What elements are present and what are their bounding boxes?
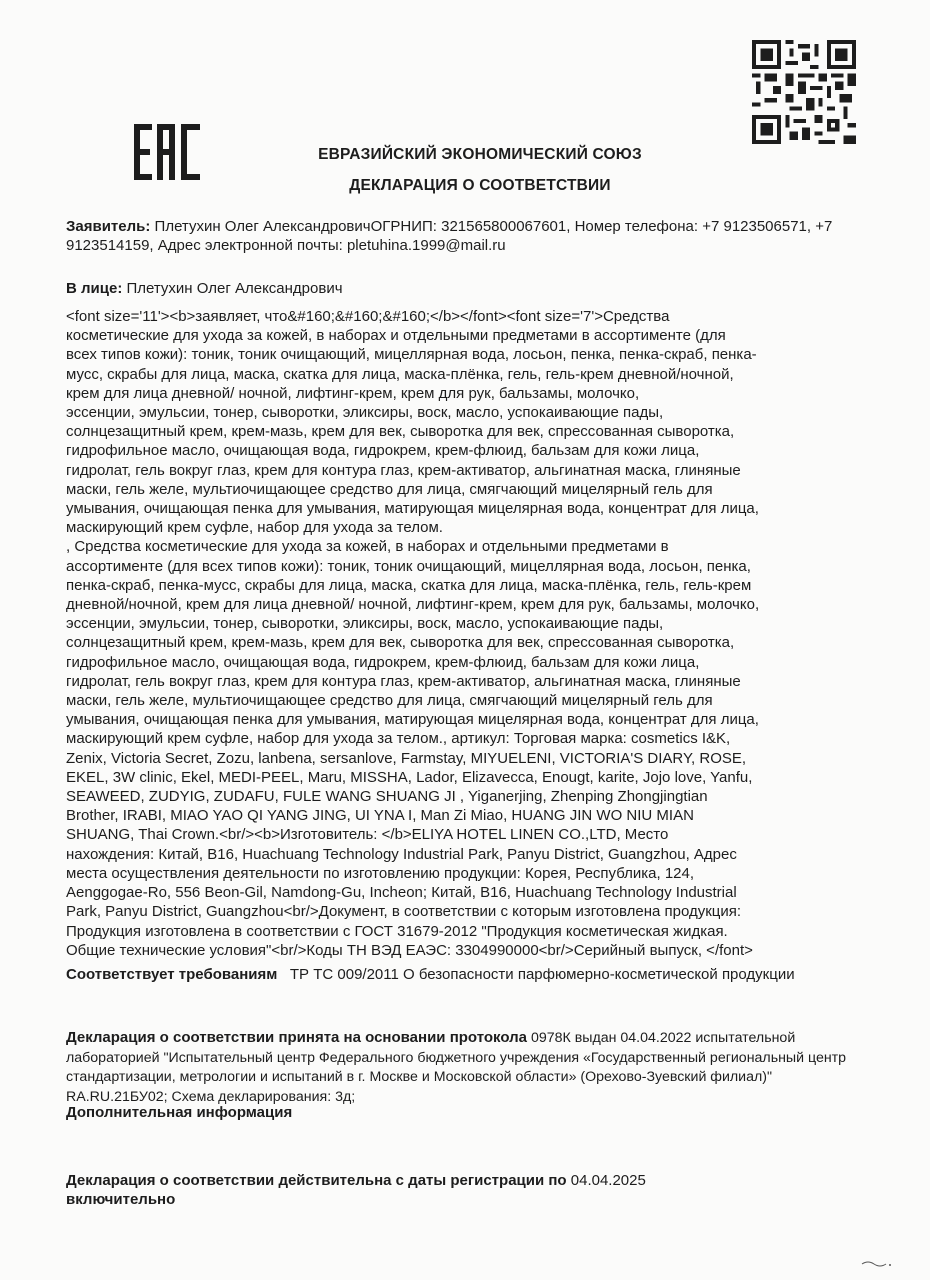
validity-date: 04.04.2025 xyxy=(570,1172,646,1189)
representative-block xyxy=(66,279,856,298)
applicant-text: Плетухин Олег АлександровичОГРНИП: 321565800067601, Номер телефона: +7 9123506571, +7 9123514159, Адрес электронной почты: pletuhina.1999@mail.ru xyxy=(66,218,833,255)
product-description: <font size='11'><b>заявляет, что&#160;&#160;&#160;</b></font><font size='7'>Средства косметические для ухода за кожей, в наборах и отдельными предметами в ассортименте (для всех типов кожи): тоник, тоник очищающий, мицеллярная вода, лосьон, пенка, пенка-скраб, пенка- мусс, скрабы для лица, маска, скатка для лица, маска-плёнка, гель, гель-крем дневной/ночной, крем для лица дневной/ ночной, лифтинг-крем, крем для рук, бальзамы, молочко, эссенции, эмульсии, тонер, сыворотки, эликсиры, воск, масло, успокаивающие пады, солнцезащитный крем, крем-мазь, крем для век, сыворотка для век, спрессованная сыворотка, гидрофильное масло, очищающая вода, гидрокрем, крем-флюид, бальзам для кожи лица, гидролат, гель вокруг глаз, крем для контура глаз, крем-активатор, альгинатная маска, глиняные маски, гель желе, мультиочищающее средство для лица, смягчающий мицелярный гель для умывания, очищающая пенка для умывания, матирующая мицелярная вода, концентрат для лица, маскирующий крем суфле, набор для ухода за телом. , Средства косметические для ухода за кожей, в наборах и отдельными предметами в ассортименте (для всех типов кожи): тоник, тоник очищающий, мицеллярная вода, лосьон, пенка, пенка-скраб, пенка-мусс, скрабы для лица, маска, скатка для лица, маска-плёнка, гель, гель-крем дневной/ночной, крем для лица дневной/ ночной, лифтинг-крем, крем для рук, бальзамы, молочко, эссенции, эмульсии, тонер, сыворотки, эликсиры, воск, масло, успокаивающие пады, солнцезащитный крем, крем-мазь, крем для век, сыворотка для век, спрессованная сыворотка, гидрофильное масло, очищающая вода, гидрокрем, крем-флюид, бальзам для кожи лица, гидролат, гель вокруг глаз, крем для контура глаз, крем-активатор, альгинатная маска, глиняные маски, гель желе, мультиочищающее средство для лица, смягчающий мицелярный гель для умывания, очищающая пенка для умывания, матирующая мицелярная вода, концентрат для лица, маскирующий крем суфле, набор для ухода за телом., артикул: Торговая марка: cosmetics I&K, Zenix, Victoria Secret, Zozu, lanbena, sersanlove, Farmstay, MIYUELENI, VICTORIA'S DIARY, ROSE, EKEL, 3W clinic, Ekel, MEDI-PEEL, Maru, MISSHA, Lador, Elizavecca, Enougt, karite, Jojo love, Yanfu, SEAWEED, ZUDYIG, ZUDAFU, FULE WANG SHUANG JI , Yiganerjing, Zhenping Zhongjingtian Brother, IRABI, MIAO YAO QI YANG JING, UI YNA I, Man Zi Miao, HUANG JIN WO NIU MIAN SHUANG, Thai Crown.<br/><b>Изготовитель: </b>ELIYA HOTEL LINEN CO.,LTD, Место нахождения: Китай, B16, Huachuang Technology Industrial Park, Panyu District, Guangzhou, Адрес места осуществления деятельности по изготовлению продукции: Корея, Республика, 124, Aenggogae-Ro, 556 Beon-Gil, Namdong-Gu, Incheon; Китай, B16, Huachuang Technology Industrial Park, Panyu District, Guangzhou<br/>Документ, в соответствии с которым изготовлена продукция: Продукция изготовлена в соответствии с ГОСТ 31679-2012 "Продукция косметическая жидкая. Общие технические условия"<br/>Коды ТН ВЭД ЕАЭС: 3304990000<br/>Серийный выпуск, </font> xyxy=(66,308,760,959)
representative-text: Плетухин Олег Александрович xyxy=(126,280,343,297)
validity-block xyxy=(66,1171,856,1209)
conformity-label: Соответствует требованиям xyxy=(66,966,278,983)
applicant-label: Заявитель: xyxy=(66,218,151,235)
additional-info-block xyxy=(66,1103,856,1122)
additional-info-label: Дополнительная информация xyxy=(66,1104,293,1121)
basis-block xyxy=(66,1028,856,1107)
validity-label: Декларация о соответствии действительна с даты регистрации по xyxy=(66,1172,567,1189)
document-title: ДЕКЛАРАЦИЯ О СООТВЕТСТВИИ xyxy=(349,177,611,194)
conformity-block xyxy=(66,965,856,985)
scan-mark-icon xyxy=(858,1250,898,1270)
basis-label: Декларация о соответствии принята на основании протокола xyxy=(66,1029,527,1046)
applicant-block xyxy=(66,217,856,255)
validity-suffix: включительно xyxy=(66,1191,176,1209)
conformity-text: ТР ТС 009/2011 О безопасности парфюмерно-косметической продукции xyxy=(289,966,795,983)
representative-label: В лице: xyxy=(66,280,123,297)
qr-code-icon xyxy=(752,40,856,144)
eac-mark-icon xyxy=(134,124,200,180)
basis-text: 0978К выдан 04.04.2022 испытательной лабораторией "Испытательный центр Федерального бюджетного учреждения «Государственный региональный центр стандартизации, метрологии и испытаний в г. Москве и Московской области» (Орехово-Зуевский филиал)" RA.RU.21БУ02; Схема декларирования: 3д; xyxy=(66,1030,847,1105)
union-name: ЕВРАЗИЙСКИЙ ЭКОНОМИЧЕСКИЙ СОЮЗ xyxy=(318,146,642,163)
